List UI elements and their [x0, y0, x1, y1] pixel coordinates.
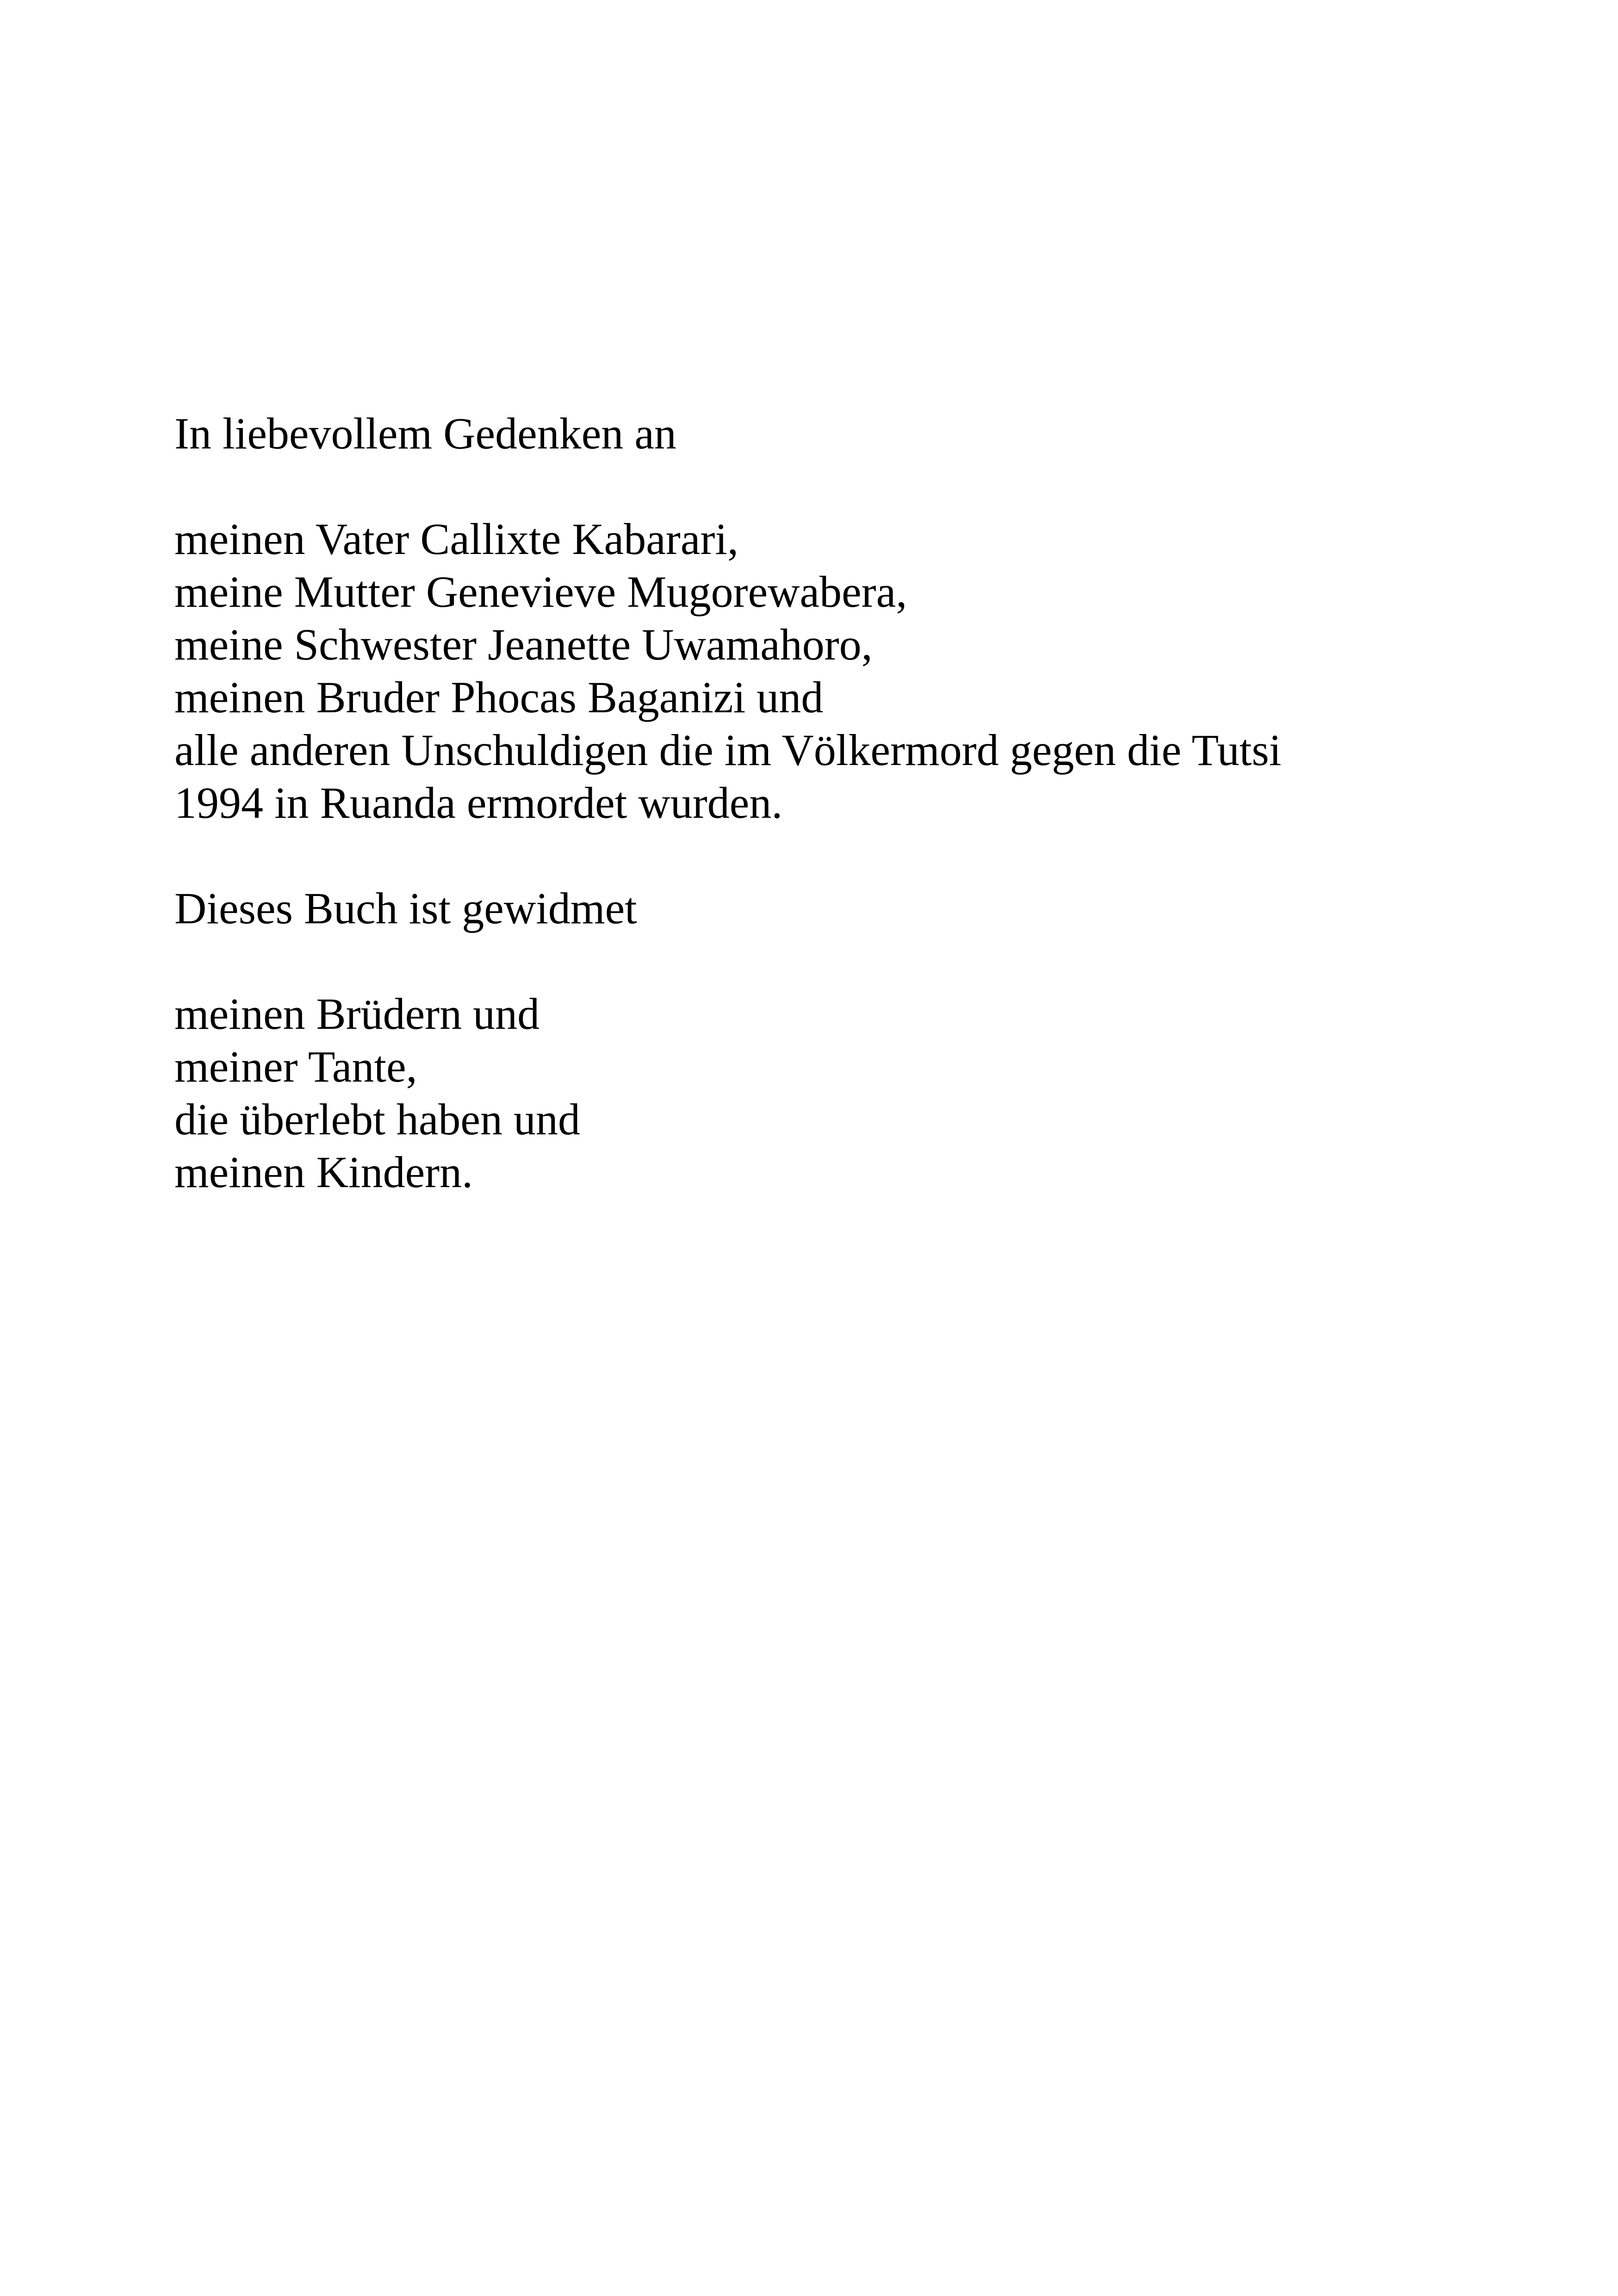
memorial-heading: In liebevollem Gedenken an: [174, 409, 676, 458]
dedication-line: meiner Tante,: [174, 1042, 417, 1091]
paragraph-gap: [174, 829, 1516, 882]
dedication-text: [174, 407, 1516, 1199]
memorial-line: meine Schwester Jeanette Uwamahoro,: [174, 620, 873, 669]
memorial-list: [174, 513, 1516, 829]
memorial-line: meinen Vater Callixte Kabarari,: [174, 514, 739, 564]
dedication-line: meinen Kindern.: [174, 1147, 473, 1197]
dedication-line: meinen Brüdern und: [174, 989, 540, 1039]
memorial-line: 1994 in Ruanda ermordet wurden.: [174, 778, 783, 828]
dedication-line: die überlebt haben und: [174, 1095, 581, 1144]
memorial-line: meinen Bruder Phocas Baganizi und: [174, 672, 824, 722]
dedication-list: [174, 988, 1516, 1199]
paragraph-gap: [174, 460, 1516, 513]
memorial-line: alle anderen Unschuldigen die im Völkermord gegen die Tutsi: [174, 725, 1282, 775]
memorial-line: meine Mutter Genevieve Mugorewabera,: [174, 567, 907, 616]
dedication-heading: Dieses Buch ist gewidmet: [174, 884, 637, 933]
paragraph-gap: [174, 935, 1516, 988]
